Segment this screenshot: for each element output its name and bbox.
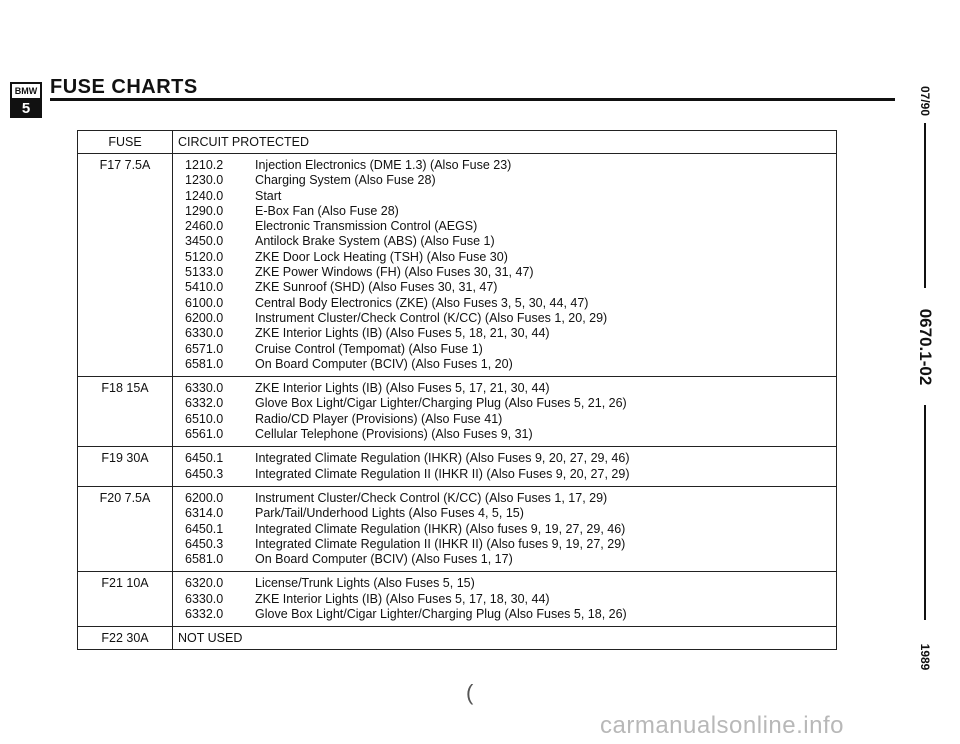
circuit-description: Radio/CD Player (Provisions) (Also Fuse 41) [255,411,503,426]
page-title: FUSE CHARTS [50,76,198,98]
circuit-description: Central Body Electronics (ZKE) (Also Fuses 3, 5, 30, 44, 47) [255,295,589,310]
side-rule-top [924,123,926,288]
circuit-cell [173,154,837,377]
circuit-code: 6581.0 [185,552,224,567]
side-date: 07/90 [918,85,932,117]
circuit-entry [185,396,836,411]
side-year: 1989 [918,643,932,671]
circuit-code: 6561.0 [185,427,224,442]
watermark: carmanualsonline.info [600,712,844,739]
circuit-code: 6450.1 [185,451,224,466]
circuit-entry [185,427,836,442]
circuit-entry [185,280,836,295]
fuse-chart-table [77,130,837,650]
table-row [78,447,837,487]
circuit-entry [185,189,836,204]
circuit-entry [185,296,836,311]
circuit-code: 1240.0 [185,188,224,203]
circuit-entry [185,552,836,567]
circuit-cell [173,377,837,447]
circuit-entry [185,173,836,188]
circuit-description: Electronic Transmission Control (AEGS) [255,219,478,234]
circuit-description: Start [255,188,282,203]
circuit-code: 2460.0 [185,219,224,234]
table-row [78,154,837,377]
circuit-entry [185,491,836,506]
title-divider [50,98,895,101]
circuit-code: 1210.2 [185,158,224,172]
column-header-circuit: CIRCUIT PROTECTED [173,131,837,154]
circuit-entry [185,522,836,537]
circuit-entry [185,576,836,591]
circuit-entry [185,342,836,357]
circuit-code: 6314.0 [185,506,224,521]
fuse-rating-cell: F19 30A [78,447,173,487]
fuse-rating-cell: F17 7.5A [78,154,173,377]
side-rule-bottom [924,405,926,620]
stray-mark: ( [466,680,474,705]
circuit-entry [185,592,836,607]
column-header-fuse: FUSE [78,131,173,154]
circuit-description: Integrated Climate Regulation II (IHKR II) (Also Fuses 9, 20, 27, 29) [255,466,630,481]
fuse-rating-cell: F21 10A [78,572,173,627]
circuit-code: 6450.3 [185,536,224,551]
circuit-description: On Board Computer (BCIV) (Also Fuses 1, 20) [255,356,513,371]
circuit-entry [185,537,836,552]
circuit-description: Instrument Cluster/Check Control (K/CC) (Also Fuses 1, 20, 29) [255,310,608,325]
circuit-code: 6450.3 [185,466,224,481]
circuit-code: 6330.0 [185,326,224,341]
circuit-description: Integrated Climate Regulation (IHKR) (Also Fuses 9, 20, 27, 29, 46) [255,451,630,466]
circuit-description: Integrated Climate Regulation II (IHKR II) (Also fuses 9, 19, 27, 29) [255,536,626,551]
circuit-entry [185,250,836,265]
circuit-code: 6320.0 [185,576,224,591]
table-row [78,627,837,650]
circuit-entry [185,311,836,326]
circuit-entry [185,607,836,622]
circuit-description: Cellular Telephone (Provisions) (Also Fuses 9, 31) [255,427,533,442]
circuit-description: ZKE Door Lock Heating (TSH) (Also Fuse 30) [255,249,508,264]
circuit-cell [173,572,837,627]
circuit-entry [185,357,836,372]
circuit-description: ZKE Interior Lights (IB) (Also Fuses 5, 17, 18, 30, 44) [255,591,550,606]
circuit-cell [173,486,837,571]
circuit-entry [185,158,836,173]
circuit-description: Cruise Control (Tempomat) (Also Fuse 1) [255,341,483,356]
circuit-description: License/Trunk Lights (Also Fuses 5, 15) [255,576,475,591]
circuit-code: 3450.0 [185,234,224,249]
side-index-bar [905,85,945,695]
circuit-cell: NOT USED [173,627,837,650]
circuit-code: 5120.0 [185,249,224,264]
circuit-code: 6581.0 [185,356,224,371]
circuit-entry [185,412,836,427]
table-header-row [78,131,837,154]
circuit-entry [185,381,836,396]
fuse-rating-cell: F18 15A [78,377,173,447]
circuit-description: Charging System (Also Fuse 28) [255,173,436,188]
circuit-description: Park/Tail/Underhood Lights (Also Fuses 4, 5, 15) [255,506,524,521]
bmw-5-series-logo [10,82,42,118]
circuit-description: Instrument Cluster/Check Control (K/CC) (Also Fuses 1, 17, 29) [255,490,608,505]
circuit-description: Glove Box Light/Cigar Lighter/Charging Plug (Also Fuses 5, 21, 26) [255,396,627,411]
table-row [78,486,837,571]
circuit-code: 6200.0 [185,490,224,505]
table-row [78,377,837,447]
circuit-entry [185,265,836,280]
circuit-description: Antilock Brake System (ABS) (Also Fuse 1) [255,234,495,249]
circuit-entry [185,204,836,219]
circuit-code: 6200.0 [185,310,224,325]
circuit-code: 1290.0 [185,203,224,218]
circuit-code: 1230.0 [185,173,224,188]
fuse-rating-cell: F20 7.5A [78,486,173,571]
circuit-code: 6330.0 [185,381,224,396]
logo-series-text: 5 [12,100,40,118]
circuit-description: Integrated Climate Regulation (IHKR) (Also fuses 9, 19, 27, 29, 46) [255,521,626,536]
fuse-rating-cell: F22 30A [78,627,173,650]
circuit-entry [185,326,836,341]
circuit-entry [185,506,836,521]
circuit-description: ZKE Interior Lights (IB) (Also Fuses 5, 17, 21, 30, 44) [255,381,550,396]
circuit-code: 6571.0 [185,341,224,356]
circuit-entry [185,451,836,466]
circuit-entry [185,219,836,234]
circuit-description: Injection Electronics (DME 1.3) (Also Fuse 23) [255,158,512,172]
circuit-code: 6450.1 [185,521,224,536]
circuit-code: 5133.0 [185,265,224,280]
circuit-code: 5410.0 [185,280,224,295]
circuit-description: E-Box Fan (Also Fuse 28) [255,203,399,218]
fuse-table-body [78,154,837,650]
circuit-code: 6332.0 [185,607,224,622]
logo-brand-text: BMW [12,84,40,100]
circuit-description: On Board Computer (BCIV) (Also Fuses 1, 17) [255,552,513,567]
circuit-description: ZKE Interior Lights (IB) (Also Fuses 5, 18, 21, 30, 44) [255,326,550,341]
circuit-description: ZKE Sunroof (SHD) (Also Fuses 30, 31, 47) [255,280,498,295]
circuit-code: 6330.0 [185,591,224,606]
circuit-entry [185,234,836,249]
circuit-code: 6510.0 [185,411,224,426]
circuit-code: 6332.0 [185,396,224,411]
circuit-code: 6100.0 [185,295,224,310]
circuit-description: ZKE Power Windows (FH) (Also Fuses 30, 31, 47) [255,265,534,280]
circuit-entry [185,467,836,482]
circuit-cell [173,447,837,487]
table-row [78,572,837,627]
circuit-description: Glove Box Light/Cigar Lighter/Charging Plug (Also Fuses 5, 18, 26) [255,607,627,622]
side-doc-number: 0670.1-02 [916,308,935,386]
